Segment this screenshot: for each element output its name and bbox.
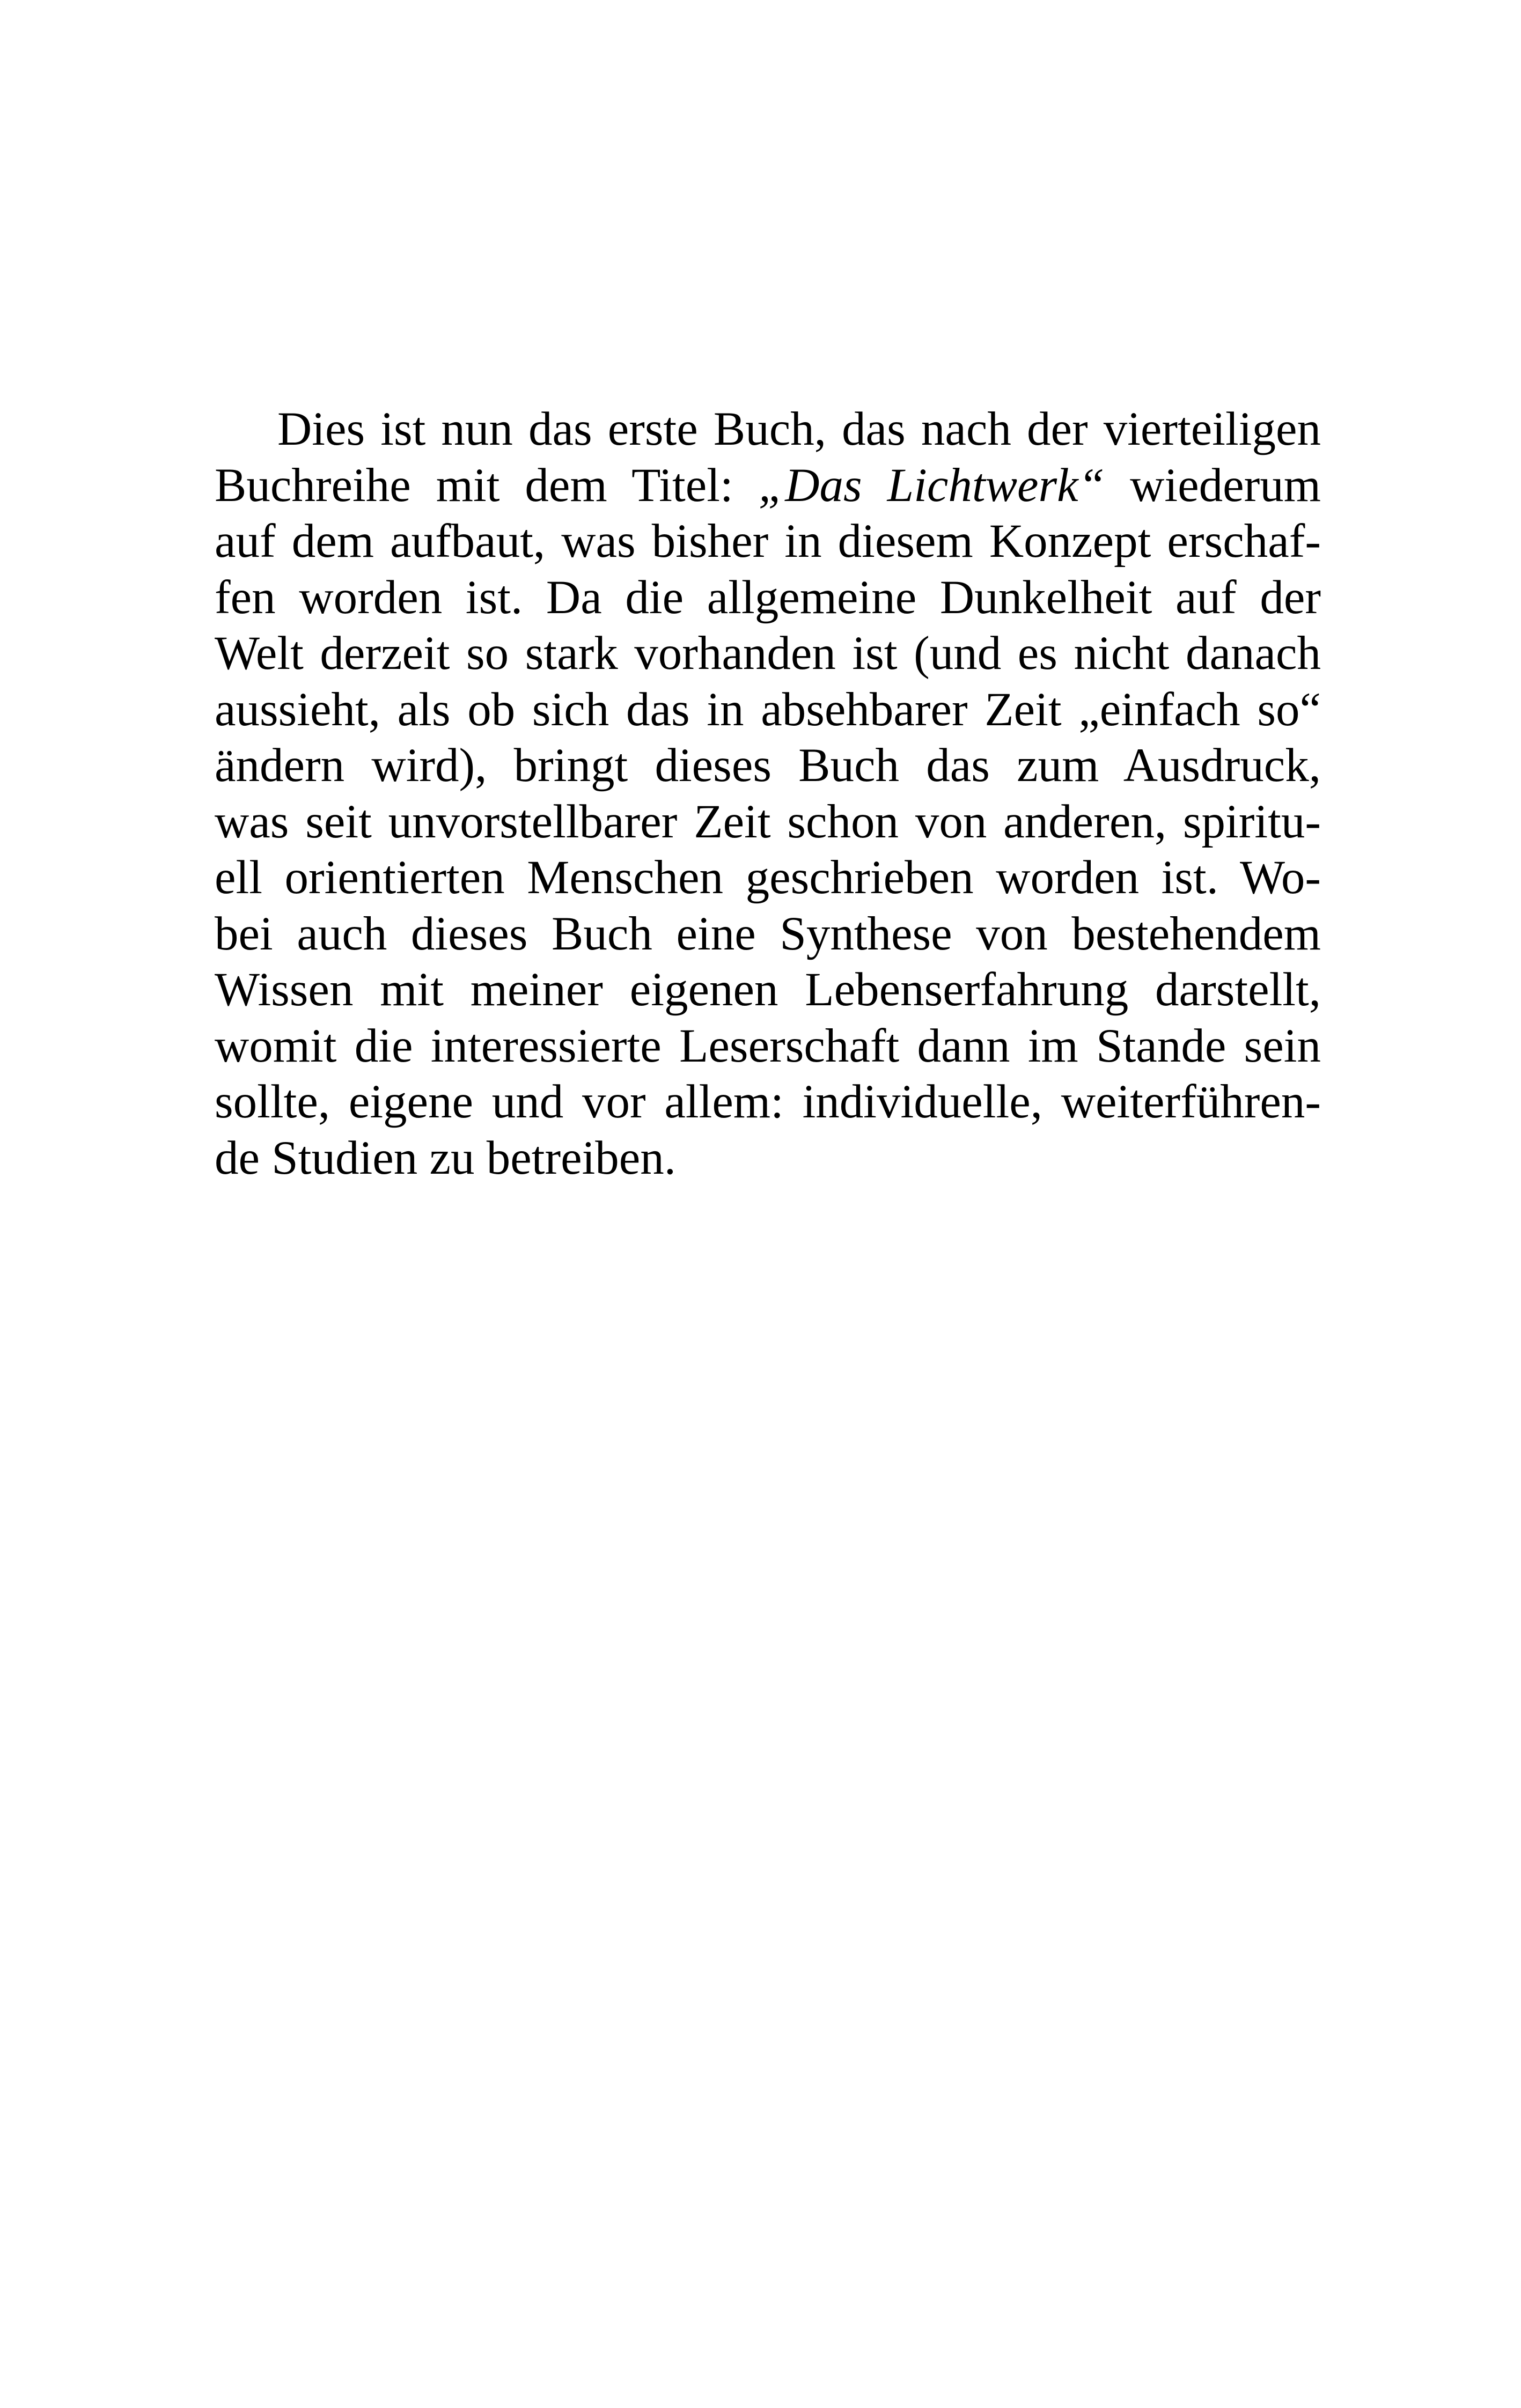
line-2-lead: Buchreihe mit dem Titel: <box>215 459 759 512</box>
paragraph-line-2 <box>215 458 1321 514</box>
book-series-title: „Das Lichtwerk“ <box>758 459 1105 512</box>
body-paragraph <box>215 401 1321 1186</box>
paragraph-line-7: ändern wird), bringt dieses Buch das zum Ausdruck, <box>215 739 1321 792</box>
line-2-tail: wiederum <box>1105 459 1321 512</box>
paragraph-line-3: auf dem aufbaut, was bisher in diesem Konzept erschaf- <box>215 515 1321 568</box>
paragraph-line-8: was seit unvorstellbarer Zeit schon von anderen, spiritu- <box>215 795 1321 848</box>
paragraph-line-9: ell orientierten Menschen geschrieben worden ist. Wo- <box>215 851 1321 904</box>
paragraph-line-1: Dies ist nun das erste Buch, das nach der vierteiligen <box>277 403 1321 455</box>
paragraph-line-11: Wissen mit meiner eigenen Lebenserfahrung darstellt, <box>215 963 1321 1016</box>
paragraph-line-6: aussieht, als ob sich das in absehbarer Zeit „einfach so“ <box>215 683 1321 736</box>
paragraph-line-4: fen worden ist. Da die allgemeine Dunkelheit auf der <box>215 571 1321 624</box>
paragraph-line-14: de Studien zu betreiben. <box>215 1131 677 1184</box>
paragraph-line-5: Welt derzeit so stark vorhanden ist (und es nicht danach <box>215 627 1321 680</box>
paragraph-line-13: sollte, eigene und vor allem: individuelle, weiterführen- <box>215 1076 1321 1128</box>
paragraph-line-12: womit die interessierte Leserschaft dann im Stande sein <box>215 1019 1321 1072</box>
paragraph-line-10: bei auch dieses Buch eine Synthese von bestehendem <box>215 907 1321 960</box>
